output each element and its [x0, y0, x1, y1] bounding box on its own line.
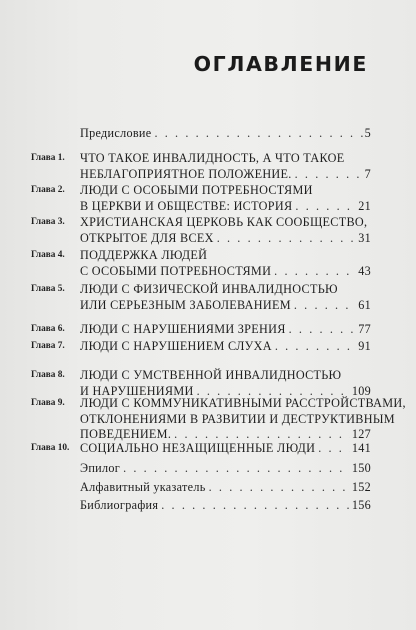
entry-title-line [80, 322, 371, 338]
entry-title-line [80, 396, 406, 412]
page-number: 5 [364, 126, 371, 140]
dot-leader [161, 498, 350, 514]
dot-leader [274, 264, 356, 280]
entry-title [80, 282, 380, 313]
entry-title-line [80, 215, 380, 231]
entry-title-text: СОЦИАЛЬНО НЕЗАЩИЩЕННЫЕ ЛЮДИ [80, 441, 316, 455]
entry-title [80, 396, 406, 443]
entry-title-line [80, 480, 371, 496]
entry-title-text: В ЦЕРКВИ И ОБЩЕСТВЕ: ИСТОРИЯ [80, 198, 293, 213]
entry-title-text: Библиография [80, 498, 159, 512]
chapter-number: Глава 7. [31, 341, 65, 351]
entry-title-text: ЛЮДИ С ФИЗИЧЕСКОЙ ИНВАЛИДНОСТЬЮ [80, 282, 338, 296]
page-number: 21 [358, 198, 371, 213]
entry-title [80, 215, 380, 246]
entry-title-line [80, 231, 371, 247]
entry-title [80, 151, 380, 182]
entry-title-line [80, 298, 371, 314]
chapter-number: Глава 1. [31, 153, 65, 163]
entry-title-text: И НАРУШЕНИЯМИ [80, 383, 194, 398]
entry-title-text: Алфавитный указатель [80, 480, 206, 494]
entry-title-text: ЛЮДИ С НАРУШЕНИЯМИ ЗРЕНИЯ [80, 322, 286, 336]
entry-title-line [80, 441, 371, 457]
entry-title [80, 126, 380, 142]
entry-title-text: Предисловие [80, 126, 152, 140]
entry-title-text: ПОДДЕРЖКА ЛЮДЕЙ [80, 248, 208, 262]
entry-title [80, 339, 380, 355]
entry-title-text: ИЛИ СЕРЬЕЗНЫМ ЗАБОЛЕВАНИЕМ [80, 297, 291, 312]
page-number: 91 [358, 339, 371, 353]
dot-leader [154, 126, 362, 142]
dot-leader [289, 322, 357, 338]
entry-title-text: ПОВЕДЕНИЕМ. [80, 427, 172, 441]
page-number: 152 [351, 480, 371, 494]
dot-leader [123, 461, 350, 477]
entry-title-line [80, 498, 371, 514]
dot-leader [295, 199, 356, 215]
entry-title [80, 183, 380, 214]
entry-title-text: ОТКЛОНЕНИЯМИ В РАЗВИТИИ И ДЕСТРУКТИВНЫМ [80, 411, 395, 426]
entry-title-line [80, 339, 371, 355]
chapter-number: Глава 8. [31, 370, 65, 380]
page-number: 141 [351, 441, 371, 455]
dot-leader [295, 167, 363, 183]
dot-leader [209, 480, 350, 496]
dot-leader [217, 231, 356, 247]
entry-title-text: ЧТО ТАКОЕ ИНВАЛИДНОСТЬ, А ЧТО ТАКОЕ [80, 151, 345, 165]
page-number: 43 [358, 263, 371, 278]
entry-title-text: ЛЮДИ С КОММУНИКАТИВНЫМИ РАССТРОЙСТВАМИ, [80, 396, 406, 410]
chapter-number: Глава 10. [31, 443, 70, 453]
page-number: 127 [351, 427, 371, 441]
entry-title [80, 461, 380, 477]
page-number: 77 [358, 322, 371, 336]
entry-title-line [80, 264, 371, 280]
entry-title-text: Эпилог [80, 461, 121, 475]
entry-title-line [80, 248, 380, 264]
entry-title-line [80, 461, 371, 477]
entry-title-line [80, 282, 380, 298]
entry-title-text: С ОСОБЫМИ ПОТРЕБНОСТЯМИ [80, 263, 272, 278]
page-number: 150 [351, 461, 371, 475]
entry-title-line [80, 368, 380, 384]
entry-title [80, 368, 380, 399]
entry-title-line [80, 411, 395, 428]
chapter-number: Глава 9. [31, 398, 65, 408]
entry-title [80, 322, 380, 338]
entry-title-line [80, 199, 371, 215]
entry-title-text: ЛЮДИ С ОСОБЫМИ ПОТРЕБНОСТЯМИ [80, 183, 313, 197]
page-number: 156 [351, 498, 371, 512]
entry-title [80, 441, 380, 457]
dot-leader [275, 339, 356, 355]
chapter-number: Глава 4. [31, 250, 65, 260]
chapter-number: Глава 3. [31, 217, 65, 227]
page-number: 109 [351, 383, 371, 398]
entry-title-line [80, 167, 371, 183]
entry-title [80, 248, 380, 279]
chapter-number: Глава 6. [31, 324, 65, 334]
entry-title-text: НЕБЛАГОПРИЯТНОЕ ПОЛОЖЕНИЕ. [80, 166, 292, 181]
dot-leader [294, 298, 356, 314]
entry-title-text: ЛЮДИ С УМСТВЕННОЙ ИНВАЛИДНОСТЬЮ [80, 368, 342, 382]
chapter-number: Глава 5. [31, 284, 65, 294]
entry-title-line [80, 151, 380, 167]
chapter-number: Глава 2. [31, 185, 65, 195]
entry-title-text: ХРИСТИАНСКАЯ ЦЕРКОВЬ КАК СООБЩЕСТВО, [80, 215, 368, 229]
entry-title [80, 480, 380, 496]
page-number: 31 [358, 230, 371, 245]
dot-leader [318, 441, 350, 457]
entry-title-line [80, 183, 380, 199]
entry-title-text: ЛЮДИ С НАРУШЕНИЕМ СЛУХА [80, 339, 272, 353]
entry-title [80, 498, 380, 514]
entry-title-text: ОТКРЫТОЕ ДЛЯ ВСЕХ [80, 230, 214, 245]
page-number: 7 [364, 166, 371, 181]
entry-title-line [80, 126, 371, 142]
page-number: 61 [358, 297, 371, 312]
page-title: ОГЛАВЛЕНИЕ [193, 52, 368, 76]
